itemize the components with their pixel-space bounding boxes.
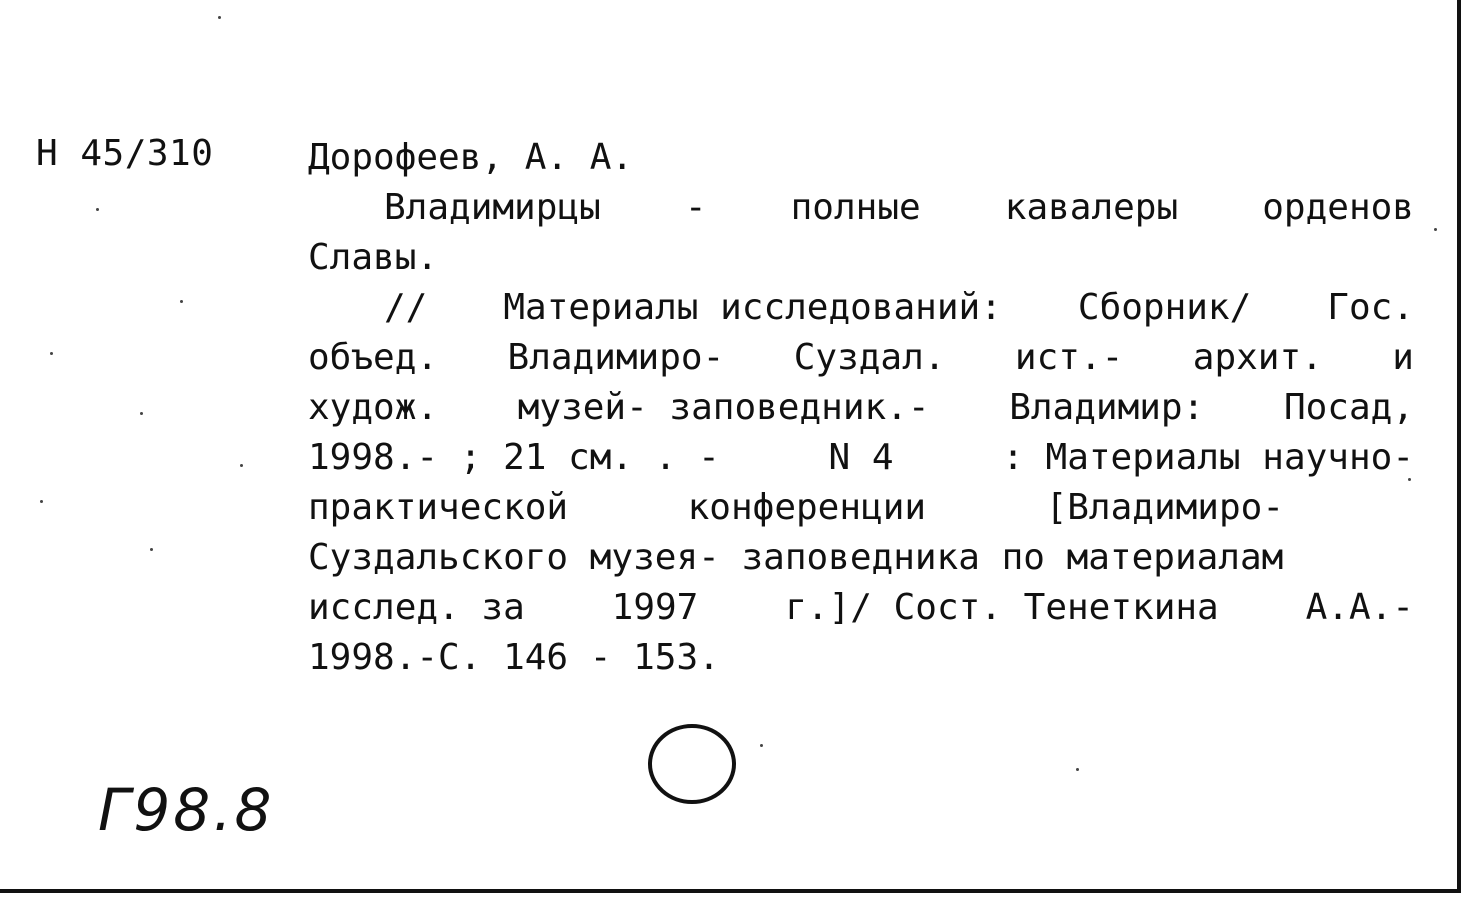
source-segment: Гос. <box>1327 287 1414 328</box>
source-segment: // <box>384 287 428 328</box>
title-word: - <box>684 187 707 228</box>
scan-speck <box>1408 478 1411 481</box>
title-word: Владимирцы <box>384 187 601 228</box>
title-line-2: Славы. <box>308 237 439 278</box>
source-segment: Посад, <box>1283 387 1414 428</box>
source-line-5 <box>308 483 1414 533</box>
scan-speck <box>50 352 53 355</box>
source-segment: ист.- <box>1014 337 1124 378</box>
source-segment: архит. <box>1192 337 1323 378</box>
scan-speck <box>1434 228 1437 231</box>
source-segment: N 4 <box>828 437 894 478</box>
source-segment: музей- заповедник.- <box>517 387 930 428</box>
source-segment: конференции <box>687 487 927 528</box>
shelf-mark: Н 45/310 <box>36 133 214 174</box>
source-segment: Суздал. <box>793 337 946 378</box>
source-segment: практической <box>308 487 569 528</box>
source-segment: худож. <box>308 387 439 428</box>
source-segment: Владимиро- <box>507 337 725 378</box>
scan-speck <box>1076 768 1079 771</box>
scan-speck <box>40 500 43 503</box>
source-line-3 <box>308 383 1414 433</box>
source-segment: Суздальского музея- заповедника по материалам <box>308 537 1284 578</box>
catalog-entry <box>308 133 1414 683</box>
source-segment: 1997 <box>611 587 699 628</box>
source-segment: Владимир: <box>1009 387 1205 428</box>
author-line: Дорофеев, А. А. <box>308 137 634 178</box>
source-line-8: 1998.-С. 146 - 153. <box>308 637 720 678</box>
source-line-4 <box>308 433 1414 483</box>
scan-speck <box>180 300 183 303</box>
source-segment: Сборник/ <box>1077 287 1252 328</box>
punched-hole-icon <box>646 720 738 804</box>
title-word: орденов <box>1262 187 1414 228</box>
source-segment: исслед. за <box>308 587 525 628</box>
classification-mark: Г98.8 <box>98 776 275 844</box>
title-line-1 <box>308 183 1414 233</box>
source-line-6 <box>308 533 1414 583</box>
source-segment: : Материалы научно- <box>1002 437 1414 478</box>
card-frame-right-edge <box>1457 0 1461 893</box>
scan-speck <box>96 208 99 211</box>
scan-speck <box>140 412 143 415</box>
source-segment: и <box>1392 337 1414 378</box>
scan-speck <box>218 16 221 19</box>
source-segment: объед. <box>308 337 439 378</box>
source-segment: [Владимиро- <box>1045 487 1284 528</box>
card-frame-bottom-edge <box>0 889 1461 893</box>
source-line-2 <box>308 333 1414 383</box>
scan-speck <box>240 464 243 467</box>
scan-speck <box>150 548 153 551</box>
source-segment: Материалы исследований: <box>503 287 1002 328</box>
source-segment: 1998.- ; 21 см. . - <box>308 437 720 478</box>
source-segment: г.]/ Сост. Тенеткина <box>785 587 1219 628</box>
title-word: кавалеры <box>1004 187 1179 228</box>
source-line-7 <box>308 583 1414 633</box>
source-segment: А.А.- <box>1305 587 1414 628</box>
title-word: полные <box>790 187 921 228</box>
scan-speck <box>760 744 763 747</box>
source-line-1 <box>308 283 1414 333</box>
